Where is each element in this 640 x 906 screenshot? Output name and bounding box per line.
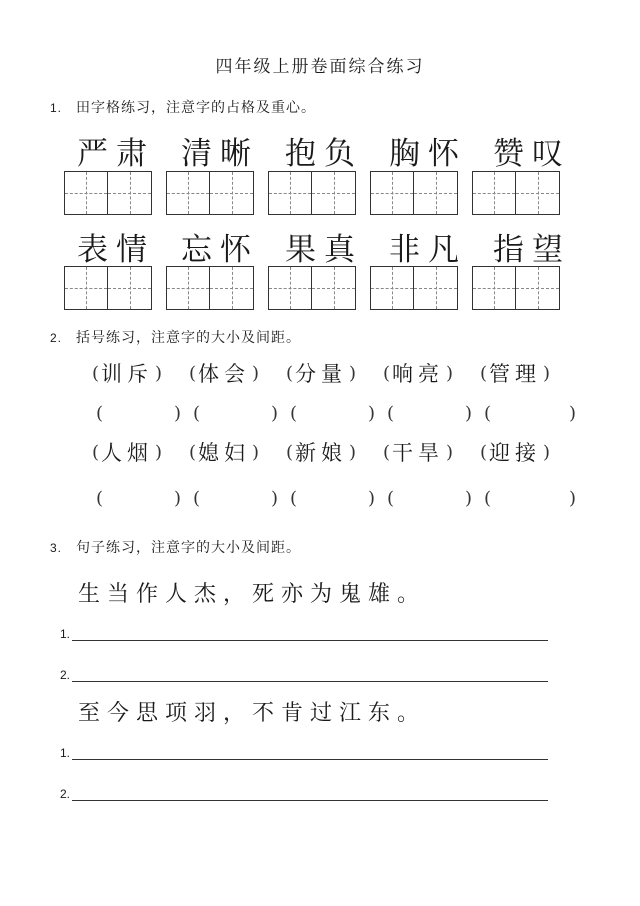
bracket-word: ( 分量 ) (286, 362, 357, 386)
line-label: 2. (60, 668, 71, 682)
tianzige-cell[interactable] (370, 171, 414, 215)
bracket-word: ( 体会 ) (189, 362, 260, 386)
bracket-word: ( 人烟 ) (92, 441, 163, 465)
tianzige-cell[interactable] (312, 266, 356, 310)
word: 严肃 (77, 136, 155, 172)
tianzige-pair (370, 266, 458, 310)
tianzige-grid-row-1 (64, 171, 560, 215)
tianzige-cell[interactable] (516, 171, 560, 215)
bracket-blank[interactable]: ( ) (96, 488, 181, 509)
underline (72, 786, 548, 801)
section-3-heading (50, 537, 301, 557)
word: 忘怀 (181, 232, 259, 268)
tianzige-pair (370, 171, 458, 215)
section-1-number: 1. (50, 101, 63, 115)
tianzige-cell[interactable] (312, 171, 356, 215)
word: 果真 (285, 232, 363, 268)
tianzige-cell[interactable] (108, 171, 152, 215)
line-label: 1. (60, 746, 71, 760)
section-3-number: 3. (50, 541, 63, 555)
line-label: 2. (60, 787, 71, 801)
line-label: 1. (60, 627, 71, 641)
writing-line[interactable] (60, 626, 548, 641)
writing-line[interactable] (60, 667, 548, 682)
tianzige-pair (472, 266, 560, 310)
tianzige-cell[interactable] (414, 266, 458, 310)
writing-line[interactable] (60, 745, 548, 760)
bracket-blank[interactable]: ( ) (484, 488, 576, 509)
tianzige-cell[interactable] (268, 171, 312, 215)
tianzige-pair (472, 171, 560, 215)
bracket-blank[interactable]: ( ) (290, 403, 375, 424)
tianzige-words-row-1 (64, 128, 584, 173)
underline (72, 745, 548, 760)
bracket-blanks-row-1 (96, 403, 581, 424)
tianzige-pair (166, 266, 254, 310)
section-1-heading (50, 97, 316, 117)
tianzige-cell[interactable] (210, 266, 254, 310)
tianzige-cell[interactable] (516, 266, 560, 310)
bracket-word: ( 响亮 ) (383, 362, 454, 386)
page-title: 四年级上册卷面综合练习 (215, 57, 425, 77)
section-1-instruction: 田字格练习，注意字的占格及重心。 (76, 100, 317, 116)
underline (72, 626, 548, 641)
section-2-number: 2. (50, 331, 63, 345)
word: 表情 (77, 232, 155, 268)
sentence-1: 生当作人杰，死亦为鬼雄。 (78, 582, 427, 607)
tianzige-pair (166, 171, 254, 215)
bracket-blank[interactable]: ( ) (193, 403, 278, 424)
bracket-word: ( 管理 ) (480, 362, 551, 386)
writing-line[interactable] (60, 786, 548, 801)
tianzige-cell[interactable] (370, 266, 414, 310)
bracket-word: ( 迎接 ) (480, 441, 551, 465)
bracket-word: ( 新娘 ) (286, 441, 357, 465)
bracket-word: ( 干旱 ) (383, 441, 454, 465)
section-2-instruction: 括号练习，注意字的大小及间距。 (76, 330, 302, 346)
word: 清晰 (181, 136, 259, 172)
tianzige-cell[interactable] (166, 171, 210, 215)
tianzige-cell[interactable] (472, 266, 516, 310)
bracket-blank[interactable]: ( ) (193, 488, 278, 509)
tianzige-pair (268, 171, 356, 215)
bracket-word: ( 媳妇 ) (189, 441, 260, 465)
bracket-words-row-1 (92, 358, 577, 388)
word: 指望 (493, 232, 571, 268)
word: 赞叹 (493, 136, 571, 172)
bracket-blank[interactable]: ( ) (387, 403, 472, 424)
bracket-blank[interactable]: ( ) (290, 488, 375, 509)
section-2-heading (50, 327, 301, 347)
bracket-words-row-2 (92, 437, 577, 467)
tianzige-cell[interactable] (64, 171, 108, 215)
bracket-blanks-row-2 (96, 488, 581, 509)
bracket-blank[interactable]: ( ) (96, 403, 181, 424)
tianzige-pair (64, 266, 152, 310)
tianzige-grid-row-2 (64, 266, 560, 310)
word: 胸怀 (389, 136, 467, 172)
tianzige-pair (268, 266, 356, 310)
section-3-instruction: 句子练习，注意字的大小及间距。 (76, 540, 302, 556)
underline (72, 667, 548, 682)
tianzige-cell[interactable] (414, 171, 458, 215)
tianzige-pair (64, 171, 152, 215)
tianzige-cell[interactable] (210, 171, 254, 215)
bracket-word: ( 训斥 ) (92, 362, 163, 386)
tianzige-cell[interactable] (108, 266, 152, 310)
tianzige-cell[interactable] (472, 171, 516, 215)
word: 非凡 (389, 232, 467, 268)
tianzige-words-row-2 (64, 224, 584, 269)
word: 抱负 (285, 136, 363, 172)
bracket-blank[interactable]: ( ) (387, 488, 472, 509)
tianzige-cell[interactable] (166, 266, 210, 310)
tianzige-cell[interactable] (64, 266, 108, 310)
tianzige-cell[interactable] (268, 266, 312, 310)
sentence-2: 至今思项羽，不肯过江东。 (78, 701, 427, 726)
bracket-blank[interactable]: ( ) (484, 403, 576, 424)
